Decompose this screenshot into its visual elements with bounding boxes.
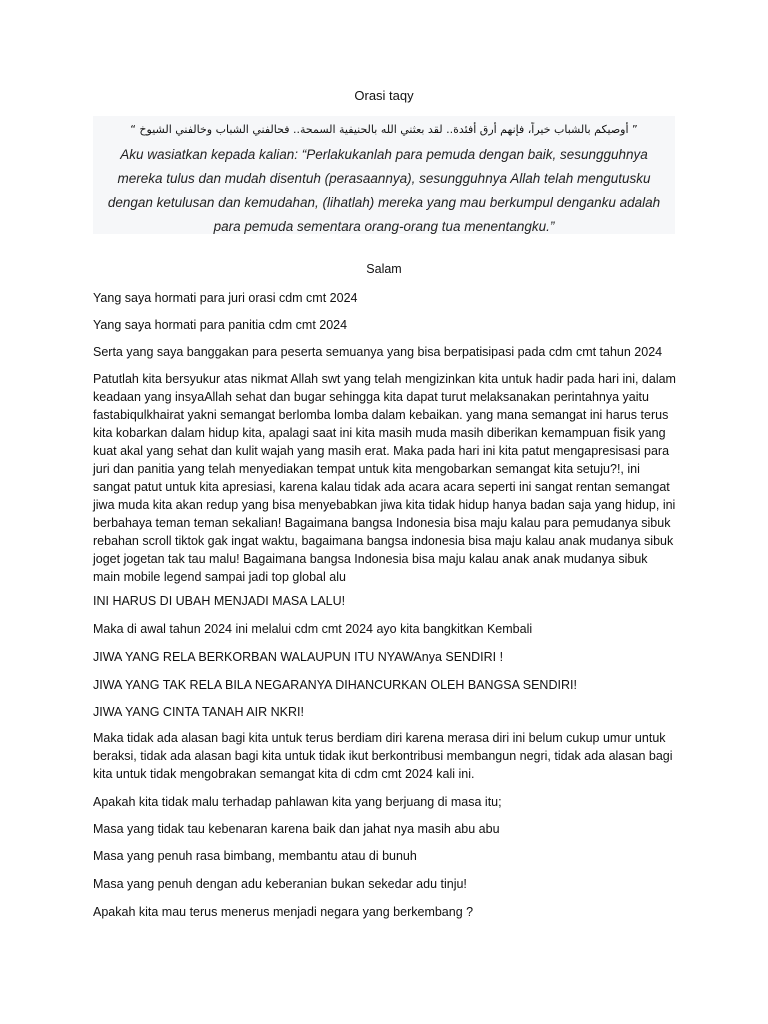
paragraph-jiwa-tak-rela: JIWA YANG TAK RELA BILA NEGARANYA DIHANCURKAN OLEH BANGSA SENDIRI! xyxy=(93,678,577,692)
paragraph-negara-berkembang: Apakah kita mau terus menerus menjadi negara yang berkembang ? xyxy=(93,905,474,919)
quote-translation: Aku wasiatkan kepada kalian: “Perlakukanlah para pemuda dengan baik, sesungguhnya mereka tulus dan mudah disentuh (perasaannya), sesungguhnya Allah telah mengutusku dengan ketulusan dan kemudahan, (lihatlah) mereka yang mau berkumpul denganku adalah para pemuda sementara orang-orang tua menentangku.” xyxy=(107,147,661,234)
arabic-quote: ” أوصيكم بالشباب خيراً، فإنهم أرق أفئدة.. لقد بعثني الله بالحنيفية السمحة.. فحالفني الشباب وخالفني الشيوخ “ xyxy=(130,123,638,136)
paragraph-masa-keberanian: Masa yang penuh dengan adu keberanian bukan sekedar adu tinju! xyxy=(93,877,467,891)
paragraph-pahlawan: Apakah kita tidak malu terhadap pahlawan kita yang berjuang di masa itu; xyxy=(93,795,502,809)
paragraph-tidak-ada-alasan: Maka tidak ada alasan bagi kita untuk terus berdiam diri karena merasa diri ini belum cukup umur untuk beraksi, tidak ada alasan bagi kita untuk tidak ikut berkontribusi membangun negri, tidak ada alasan bagi kita untuk tidak mengobrakan semangat kita di cdm cmt 2024 kali ini. xyxy=(93,731,673,781)
paragraph-masa-lalu: INI HARUS DI UBAH MENJADI MASA LALU! xyxy=(93,594,346,608)
paragraph-jiwa-berkorban: JIWA YANG RELA BERKORBAN WALAUPUN ITU NYAWAnya SENDIRI ! xyxy=(93,650,504,664)
greeting-peserta: Serta yang saya banggakan para peserta semuanya yang bisa berpatisipasi pada cdm cmt tahun 2024 xyxy=(93,345,663,359)
paragraph-bangkitkan: Maka di awal tahun 2024 ini melalui cdm cmt 2024 ayo kita bangkitkan Kembali xyxy=(93,622,533,636)
document-title: Orasi taqy xyxy=(354,88,414,103)
main-paragraph: Patutlah kita bersyukur atas nikmat Allah swt yang telah mengizinkan kita untuk hadir pada hari ini, dalam keadaan yang insyaAllah sehat dan bugar sehingga kita dapat turut melaksanakan perintahnya yaitu fastabiqulkhairat yakni semangat berlomba lomba dalam kebaikan. yang mana semangat ini harus terus kita kobarkan dalam hidup kita, apalagi saat ini kita masih muda masih diberikan kemampuan fisik yang kuat akal yang sehat dan kulit wajah yang masih erat. Maka pada hari ini kita patut mengapresisasi para juri dan panitia yang telah menyediakan tempat untuk kita mengobarkan semangat kita setuju?!, ini sangat patut untuk kita apresiasi, karena kalau tidak ada acara acara seperti ini sangat rentan semangat jiwa muda kita akan redup yang bisa menyebabkan jiwa kita tidak hidup hanya badan saja yang hidup, ini berbahaya teman teman sekalian! Bagaimana bangsa Indonesia bisa maju kalau para pemudanya sibuk rebahan scroll tiktok gak ingat waktu, bagaimana bangsa indonesia bisa maju kalau anak mudanya sibuk joget jogetan tak tau malu! Bagaimana bangsa Indonesia bisa maju kalau anak anak mudanya sibuk main mobile legend sampai jadi top global alu xyxy=(93,372,676,584)
paragraph-masa-abu-abu: Masa yang tidak tau kebenaran karena baik dan jahat nya masih abu abu xyxy=(93,822,500,836)
hadith-quote-box xyxy=(93,116,675,234)
greeting-juri: Yang saya hormati para juri orasi cdm cmt 2024 xyxy=(93,291,358,305)
salam-heading: Salam xyxy=(366,262,402,276)
paragraph-masa-bimbang: Masa yang penuh rasa bimbang, membantu atau di bunuh xyxy=(93,849,417,863)
greeting-panitia: Yang saya hormati para panitia cdm cmt 2024 xyxy=(93,318,348,332)
paragraph-jiwa-cinta: JIWA YANG CINTA TANAH AIR NKRI! xyxy=(93,705,304,719)
